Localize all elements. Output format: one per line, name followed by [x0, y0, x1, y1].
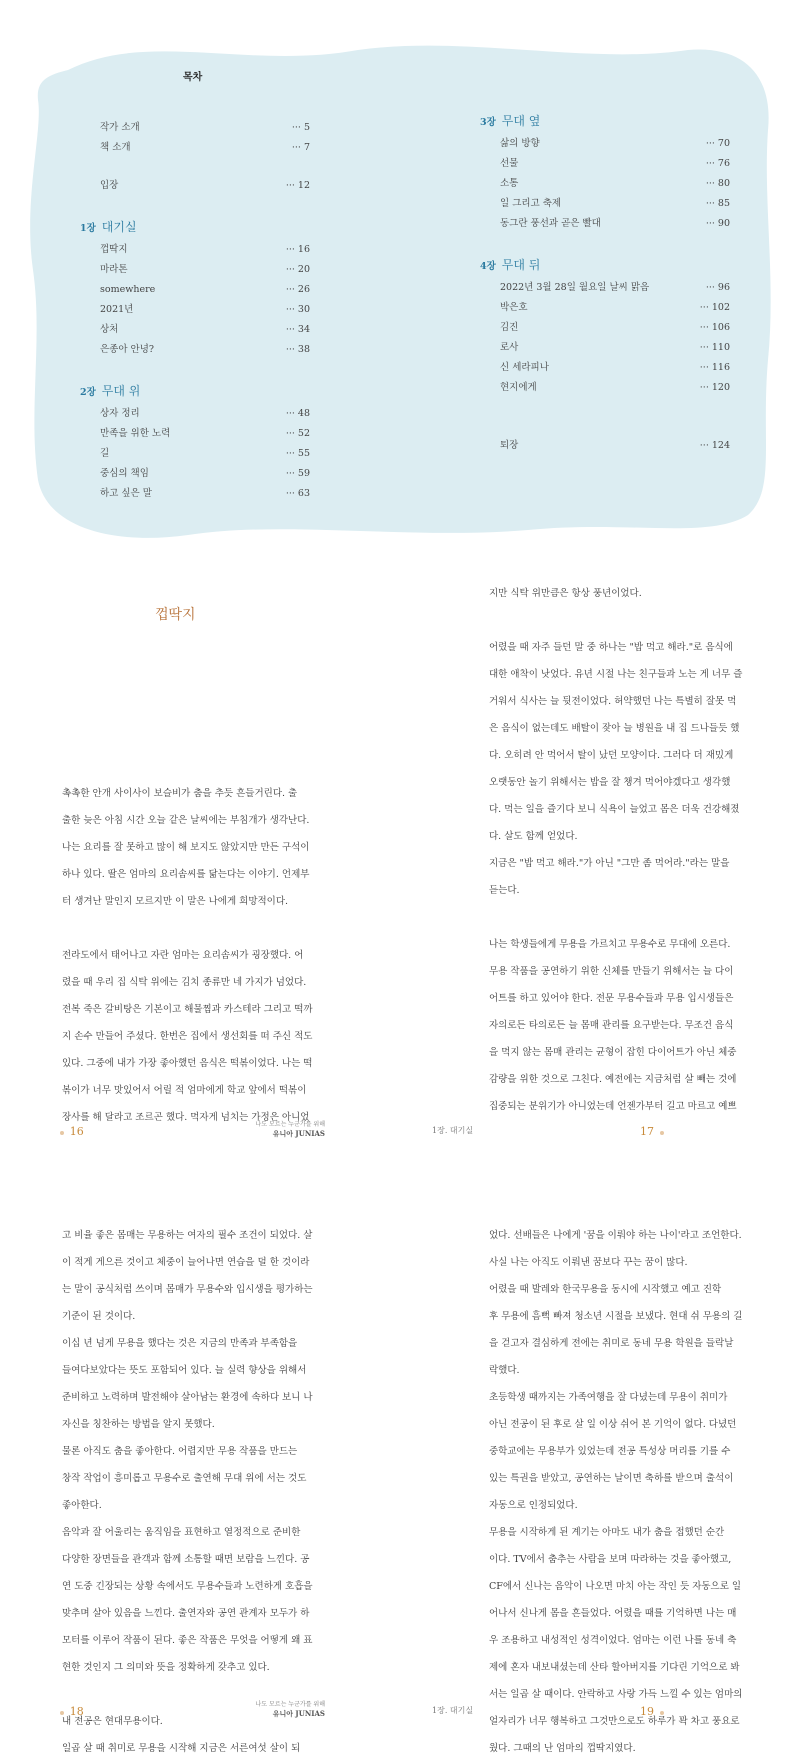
text-line: 전라도에서 태어나고 자란 엄마는 요리솜씨가 굉장했다. 어 — [62, 950, 304, 961]
text-line: 물론 아직도 춤을 좋아한다. 어렵지만 무용 작품을 만드는 — [62, 1446, 298, 1457]
body-text — [62, 1222, 324, 1762]
text-line: 기준이 된 것이다. — [62, 1311, 136, 1322]
toc-entry[interactable]: 삶의 방향 ··· 70 — [500, 138, 730, 149]
text-line: 락했다. — [489, 1365, 520, 1376]
text-line: 들여다보았다는 뜻도 포함되어 있다. 늘 실력 향상을 위해서 — [62, 1365, 307, 1376]
text-line: 지 손수 만들어 주셨다. 한번은 집에서 생선회를 떠 주신 적도 — [62, 1031, 313, 1042]
text-line: 무용을 시작하게 된 계기는 아마도 내가 춤을 접했던 순간 — [489, 1527, 725, 1538]
toc-title: 목차 — [183, 72, 203, 83]
text-line: 어렸을 때 발레와 한국무용을 동시에 시작했고 예고 진학 — [489, 1284, 722, 1295]
page-number: 19 — [640, 1705, 664, 1725]
chapter-title: 껍딱지 — [155, 607, 196, 623]
text-line: 듣는다. — [489, 885, 520, 896]
text-line: 있다. 그중에 내가 가장 좋아했던 음식은 떡볶이었다. 나는 떡 — [62, 1058, 313, 1069]
text-line: 맞추며 살아 있음을 느낀다. 출연자와 공연 관계자 모두가 하 — [62, 1608, 310, 1619]
text-line: 지금은 "밥 먹고 해라."가 아닌 "그만 좀 먹어라."라는 말을 — [489, 858, 730, 869]
toc-entry[interactable]: 소통 ··· 80 — [500, 178, 730, 189]
body-text — [62, 780, 324, 1131]
toc-entry[interactable]: 로사 ··· 110 — [500, 342, 730, 353]
text-line: 좋아한다. — [62, 1500, 102, 1511]
text-line: 을 먹지 않는 몸매 관리는 균형이 잡힌 다이어트가 아닌 체중 — [489, 1047, 737, 1058]
text-line: 감량을 위한 것으로 그친다. 예전에는 지금처럼 살 빼는 것에 — [489, 1074, 737, 1085]
text-line: 을 걷고자 결심하게 전에는 취미로 동네 무용 학원을 들락날 — [489, 1338, 734, 1349]
toc-entry[interactable]: 퇴장 ··· 124 — [500, 440, 730, 451]
text-line: 거워서 식사는 늘 뒷전이었다. 허약했던 나는 특별히 잘못 먹 — [489, 696, 737, 707]
page-number: 17 — [640, 1125, 664, 1145]
toc-right-column — [480, 108, 730, 456]
text-line: 우 조용하고 내성적인 성격이었다. 엄마는 이런 나를 동네 축 — [489, 1635, 737, 1646]
paragraph-gap — [62, 915, 324, 942]
dot-ornament-icon — [60, 1131, 64, 1135]
text-line: 다. 살도 함께 얻었다. — [489, 831, 578, 842]
text-line: 자신을 칭찬하는 방법을 알지 못했다. — [62, 1419, 215, 1430]
toc-entry[interactable]: 은종아 안녕? ··· 38 — [100, 344, 310, 355]
text-line: 있는 특권을 받았고, 공연하는 날이면 축하를 받으며 출석이 — [489, 1473, 734, 1484]
page-number: 16 — [60, 1125, 84, 1145]
text-line: 어렸을 때 자주 들던 말 중 하나는 "밥 먹고 해라."로 음식에 — [489, 642, 733, 653]
text-line: 중학교에는 무용부가 있었는데 전공 특성상 머리를 기를 수 — [489, 1446, 731, 1457]
body-text — [489, 580, 751, 1120]
text-line: 자의로든 타의로든 늘 몸매 관리를 요구받는다. 무조건 음식 — [489, 1020, 734, 1031]
toc-chapter-heading[interactable]: 3장 무대 옆 — [480, 114, 541, 128]
page-16 — [0, 580, 405, 1138]
text-line: 내 전공은 현대무용이다. — [62, 1716, 163, 1727]
text-line: 서는 일곱 살 때이다. 안락하고 사랑 가득 느낄 수 있는 엄마의 — [489, 1689, 743, 1700]
text-line: 모터를 이루어 작품이 된다. 좋은 작품은 무엇을 어떻게 왜 표 — [62, 1635, 313, 1646]
paragraph-gap — [489, 904, 751, 931]
text-line: 터 생겨난 말인지 모르지만 이 말은 나에게 희망적이다. — [62, 896, 289, 907]
text-line: 어트를 하고 있어야 한다. 전문 무용수들과 무용 입시생들은 — [489, 993, 734, 1004]
toc-entry[interactable]: 박은호 ··· 102 — [500, 302, 730, 313]
text-line: 볶이가 너무 맛있어서 어릴 적 엄마에게 학교 앞에서 떡볶이 — [62, 1085, 307, 1096]
text-line: 이 적게 게으른 것이고 체중이 늘어나면 연습을 덜 한 것이라 — [62, 1257, 310, 1268]
dot-ornament-icon — [60, 1711, 64, 1715]
text-line: CF에서 신나는 음악이 나오면 마치 아는 작인 듯 자동으로 일 — [489, 1581, 742, 1592]
text-line: 연 도중 긴장되는 상황 속에서도 무용수들과 노련하게 호흡을 — [62, 1581, 313, 1592]
page-number: 18 — [60, 1705, 84, 1725]
text-line: 나는 학생들에게 무용을 가르치고 무용수로 무대에 오른다. — [489, 939, 731, 950]
toc-entry[interactable]: 일 그리고 축제 ··· 85 — [500, 198, 730, 209]
text-line: 음악과 잘 어울리는 움직임을 표현하고 열정적으로 준비한 — [62, 1527, 301, 1538]
toc-entry[interactable]: 상처 ··· 34 — [100, 324, 310, 335]
toc-entry[interactable]: 만족을 위한 노력 ··· 52 — [100, 428, 310, 439]
text-line: 다양한 장면들을 관객과 함께 소통할 때면 보람을 느낀다. 공 — [62, 1554, 310, 1565]
toc-entry[interactable]: 김진 ··· 106 — [500, 322, 730, 333]
toc-entry[interactable]: 마라톤 ··· 20 — [100, 264, 310, 275]
text-line: 사실 나는 아직도 이뤄낸 꿈보다 꾸는 꿈이 많다. — [489, 1257, 688, 1268]
chapter-label-footer: 1장. 대기실 — [432, 1706, 474, 1715]
toc-entry[interactable]: 길 ··· 55 — [100, 448, 310, 459]
page-19 — [405, 1160, 810, 1754]
text-line: 준비하고 노력하며 발전해야 살아남는 환경에 속하다 보니 나 — [62, 1392, 313, 1403]
text-line: 렸을 때 우리 집 식탁 위에는 김치 종류만 네 가지가 넘었다. — [62, 977, 307, 988]
dot-ornament-icon — [660, 1711, 664, 1715]
text-line: 초등학생 때까지는 가족여행을 잘 다녔는데 무용이 취미가 — [489, 1392, 728, 1403]
text-line: 다. 먹는 일을 즐기다 보니 식욕이 늘었고 몸은 더욱 건강해졌 — [489, 804, 740, 815]
toc-chapter-heading[interactable]: 2장 무대 위 — [80, 384, 141, 398]
text-line: 다. 오히려 안 먹어서 탈이 났던 모양이다. 그러다 더 재밌게 — [489, 750, 734, 761]
page-18 — [0, 1160, 405, 1754]
toc-entry[interactable]: 신 세라피나 ··· 116 — [500, 362, 730, 373]
text-line: 하나 있다. 딸은 엄마의 요리솜씨를 닮는다는 이야기. 언제부 — [62, 869, 310, 880]
dot-ornament-icon — [660, 1131, 664, 1135]
chapter-label-footer: 1장. 대기실 — [432, 1126, 474, 1135]
text-line: 창작 작업이 흥미롭고 무용수로 출연해 무대 위에 서는 것도 — [62, 1473, 307, 1484]
toc-entry[interactable]: 중심의 책임 ··· 59 — [100, 468, 310, 479]
toc-entry[interactable]: 책 소개 ··· 7 — [100, 142, 310, 153]
text-line: 웠다. 그때의 난 엄마의 껍딱지였다. — [489, 1743, 636, 1754]
text-line: 는 말이 공식처럼 쓰이며 몸매가 무용수와 입시생을 평가하는 — [62, 1284, 313, 1295]
text-line: 은 음식이 없는데도 배탈이 잦아 늘 병원을 내 집 드나들듯 했 — [489, 723, 740, 734]
text-line: 집중되는 분위기가 아니었는데 언젠가부터 길고 마르고 예쁘 — [489, 1101, 737, 1112]
table-of-contents — [28, 40, 778, 540]
text-line: 이십 년 넘게 무용을 했다는 것은 지금의 만족과 부족함을 — [62, 1338, 298, 1349]
text-line: 나는 요리를 잘 못하고 많이 해 보지도 않았지만 만든 구석이 — [62, 842, 310, 853]
text-line: 전복 죽은 갈비탕은 기본이고 해물찜과 카스테라 그리고 떡까 — [62, 1004, 313, 1015]
text-line: 이다. TV에서 춤추는 사람을 보며 따라하는 것을 좋아했고, — [489, 1554, 732, 1565]
text-line: 장사를 해 달라고 조르곤 했다. 먹자게 넘치는 가정은 아니었 — [62, 1112, 310, 1123]
text-line: 지만 식탁 위만큼은 항상 풍년이었다. — [489, 588, 642, 599]
text-line: 출한 늦은 아침 시간 오늘 같은 날씨에는 부침개가 생각난다. — [62, 815, 310, 826]
text-line: 아닌 전공이 된 후로 살 일 이상 쉬어 본 기억이 없다. 다녔던 — [489, 1419, 737, 1430]
toc-chapter-heading[interactable]: 4장 무대 뒤 — [480, 258, 541, 272]
toc-entry[interactable]: 상자 정리 ··· 48 — [100, 408, 310, 419]
toc-entry[interactable]: 선물 ··· 76 — [500, 158, 730, 169]
toc-entry[interactable]: 현지에게 ··· 120 — [500, 382, 730, 393]
text-line: 무용 작품을 공연하기 위한 신체를 만들기 위해서는 늘 다이 — [489, 966, 734, 977]
toc-left-column — [80, 118, 310, 504]
text-line: 현한 것인지 그 의미와 뜻을 정확하게 갖추고 있다. — [62, 1662, 270, 1673]
text-line: 촉촉한 안개 사이사이 보슬비가 춤을 추듯 흔들거린다. 출 — [62, 788, 298, 799]
text-line: 었다. 선배들은 나에게 '꿈을 이뤄야 하는 나이'라고 조언한다. — [489, 1230, 742, 1241]
toc-entry[interactable]: somewhere ··· 26 — [100, 284, 310, 295]
body-text — [489, 1222, 751, 1762]
toc-entry[interactable]: 동그란 풍선과 곧은 빨대 ··· 90 — [500, 218, 730, 229]
text-line: 후 무용에 흠뻑 빠져 청소년 시절을 보냈다. 현대 쉬 무용의 길 — [489, 1311, 743, 1322]
toc-chapter-heading[interactable]: 1장 대기실 — [80, 220, 137, 234]
text-line: 제에 혼자 내보내셨는데 산타 할아버지를 기다린 기억으로 봐 — [489, 1662, 740, 1673]
toc-entry[interactable]: 하고 싶은 말 ··· 63 — [100, 488, 310, 499]
toc-entry[interactable]: 2022년 3월 28일 월요일 날씨 맑음 ··· 96 — [500, 282, 730, 293]
book-title-footer: 나도 모르는 누군가를 위해 유니아 JUNIAS — [255, 1121, 325, 1138]
text-line: 대한 애착이 낫었다. 유년 시절 나는 친구들과 노는 게 너무 즐 — [489, 669, 743, 680]
text-line: 일곱 살 때 취미로 무용을 시작해 지금은 서른여섯 살이 되 — [62, 1743, 301, 1754]
toc-entry[interactable]: 입장 ··· 12 — [100, 180, 310, 191]
text-line: 오랫동안 놀기 위해서는 밥을 잘 챙겨 먹어야겠다고 생각했 — [489, 777, 731, 788]
text-line: 고 비율 좋은 몸매는 무용하는 여자의 필수 조건이 되었다. 살 — [62, 1230, 313, 1241]
toc-entry[interactable]: 2021년 ··· 30 — [100, 304, 310, 315]
book-title-footer: 나도 모르는 누군가를 위해 유니아 JUNIAS — [255, 1701, 325, 1718]
text-line: 자동으로 인정되었다. — [489, 1500, 578, 1511]
toc-entry[interactable]: 껍딱지 ··· 16 — [100, 244, 310, 255]
text-line: 어나서 신나게 몸을 흔들었다. 어렸을 때를 기억하면 나는 매 — [489, 1608, 737, 1619]
page-17 — [405, 580, 810, 1138]
text-line: 얼자리가 너무 행복하고 그것만으로도 하루가 꽉 차고 풍요로 — [489, 1716, 740, 1727]
paragraph-gap — [489, 607, 751, 634]
toc-entry[interactable]: 작가 소개 ··· 5 — [100, 122, 310, 133]
